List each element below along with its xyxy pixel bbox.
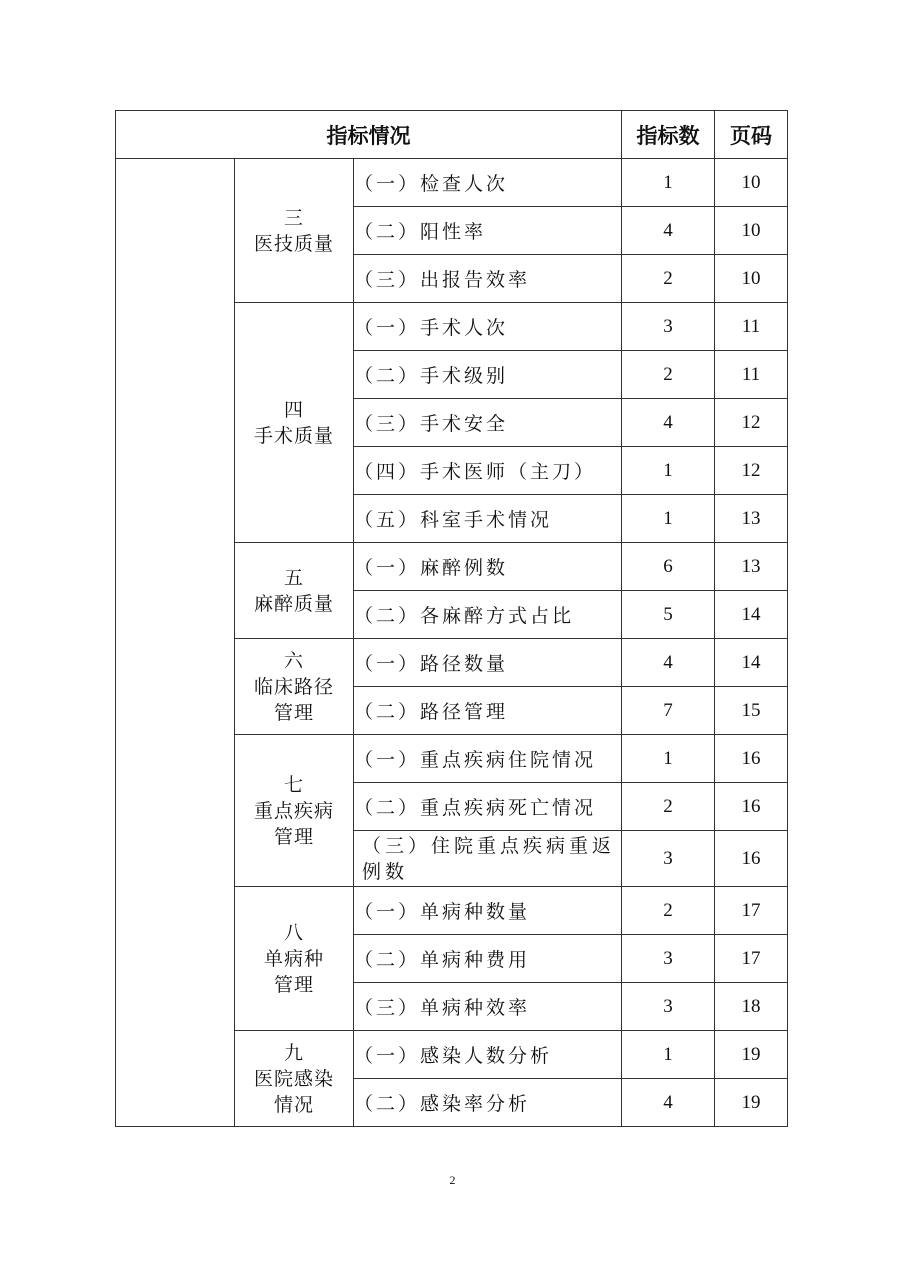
section-name: 单病种 xyxy=(263,947,324,970)
item-count: 2 xyxy=(622,351,715,399)
item-count: 6 xyxy=(622,543,715,591)
section-cell xyxy=(235,887,354,1031)
header-count: 指标数 xyxy=(622,111,715,159)
item-label: （三）手术安全 xyxy=(354,399,622,447)
section-name: 管理 xyxy=(273,973,314,996)
item-page: 11 xyxy=(715,303,788,351)
item-label: （二）阳性率 xyxy=(354,207,622,255)
item-label: （一）检查人次 xyxy=(354,159,622,207)
header-row xyxy=(116,111,788,159)
item-count: 3 xyxy=(622,983,715,1031)
section-number: 九 xyxy=(283,1041,304,1064)
item-count: 4 xyxy=(622,639,715,687)
section-cell xyxy=(235,159,354,303)
item-page: 16 xyxy=(715,783,788,831)
item-count: 5 xyxy=(622,591,715,639)
item-page: 13 xyxy=(715,543,788,591)
item-label: （二）单病种费用 xyxy=(354,935,622,983)
section-name: 重点疾病 xyxy=(253,799,334,822)
section-name: 医院感染 xyxy=(253,1067,334,1090)
section-cell xyxy=(235,543,354,639)
item-page: 16 xyxy=(715,831,788,887)
item-count: 1 xyxy=(622,1031,715,1079)
section-number: 五 xyxy=(283,566,304,589)
section-cell xyxy=(235,639,354,735)
item-page: 14 xyxy=(715,591,788,639)
item-label: （二）手术级别 xyxy=(354,351,622,399)
item-label: （一）感染人数分析 xyxy=(354,1031,622,1079)
item-count: 4 xyxy=(622,399,715,447)
item-label: （一）路径数量 xyxy=(354,639,622,687)
item-label: （三）单病种效率 xyxy=(354,983,622,1031)
item-page: 10 xyxy=(715,255,788,303)
item-label: （二）各麻醉方式占比 xyxy=(354,591,622,639)
item-count: 1 xyxy=(622,735,715,783)
section-name: 临床路径 xyxy=(253,675,334,698)
table-row xyxy=(116,159,788,207)
item-label: （四）手术医师（主刀） xyxy=(354,447,622,495)
item-count: 3 xyxy=(622,935,715,983)
item-page: 15 xyxy=(715,687,788,735)
blank-column xyxy=(116,159,235,1127)
item-page: 14 xyxy=(715,639,788,687)
item-label: （五）科室手术情况 xyxy=(354,495,622,543)
section-number: 四 xyxy=(283,398,304,421)
item-page: 13 xyxy=(715,495,788,543)
item-label: （三）住院重点疾病重返例数 xyxy=(354,831,622,887)
item-page: 10 xyxy=(715,159,788,207)
item-count: 7 xyxy=(622,687,715,735)
index-table xyxy=(115,110,788,1127)
item-page: 17 xyxy=(715,935,788,983)
section-number: 六 xyxy=(283,649,304,672)
item-count: 3 xyxy=(622,303,715,351)
item-label: （一）麻醉例数 xyxy=(354,543,622,591)
item-label: （一）手术人次 xyxy=(354,303,622,351)
section-cell xyxy=(235,303,354,543)
section-number: 三 xyxy=(283,206,304,229)
item-count: 1 xyxy=(622,159,715,207)
item-count: 2 xyxy=(622,783,715,831)
item-count: 1 xyxy=(622,495,715,543)
item-count: 3 xyxy=(622,831,715,887)
item-label: （二）路径管理 xyxy=(354,687,622,735)
item-label: （二）重点疾病死亡情况 xyxy=(354,783,622,831)
item-page: 18 xyxy=(715,983,788,1031)
section-name: 情况 xyxy=(273,1093,314,1116)
item-page: 12 xyxy=(715,447,788,495)
section-name: 麻醉质量 xyxy=(253,592,334,615)
section-name: 管理 xyxy=(273,825,314,848)
item-count: 2 xyxy=(622,887,715,935)
item-page: 19 xyxy=(715,1079,788,1127)
index-body xyxy=(116,159,788,1127)
section-cell xyxy=(235,735,354,887)
header-page: 页码 xyxy=(715,111,788,159)
item-label: （一）单病种数量 xyxy=(354,887,622,935)
item-label: （一）重点疾病住院情况 xyxy=(354,735,622,783)
item-count: 4 xyxy=(622,1079,715,1127)
item-count: 1 xyxy=(622,447,715,495)
item-page: 19 xyxy=(715,1031,788,1079)
header-title: 指标情况 xyxy=(116,111,622,159)
section-number: 七 xyxy=(283,773,304,796)
page-number: 2 xyxy=(449,1173,456,1187)
item-count: 4 xyxy=(622,207,715,255)
item-page: 11 xyxy=(715,351,788,399)
section-name: 医技质量 xyxy=(253,232,334,255)
section-number: 八 xyxy=(283,921,304,944)
item-page: 12 xyxy=(715,399,788,447)
section-name: 管理 xyxy=(273,701,314,724)
item-page: 17 xyxy=(715,887,788,935)
item-page: 16 xyxy=(715,735,788,783)
section-name: 手术质量 xyxy=(253,424,334,447)
section-cell xyxy=(235,1031,354,1127)
item-count: 2 xyxy=(622,255,715,303)
item-page: 10 xyxy=(715,207,788,255)
item-label: （三）出报告效率 xyxy=(354,255,622,303)
item-label: （二）感染率分析 xyxy=(354,1079,622,1127)
